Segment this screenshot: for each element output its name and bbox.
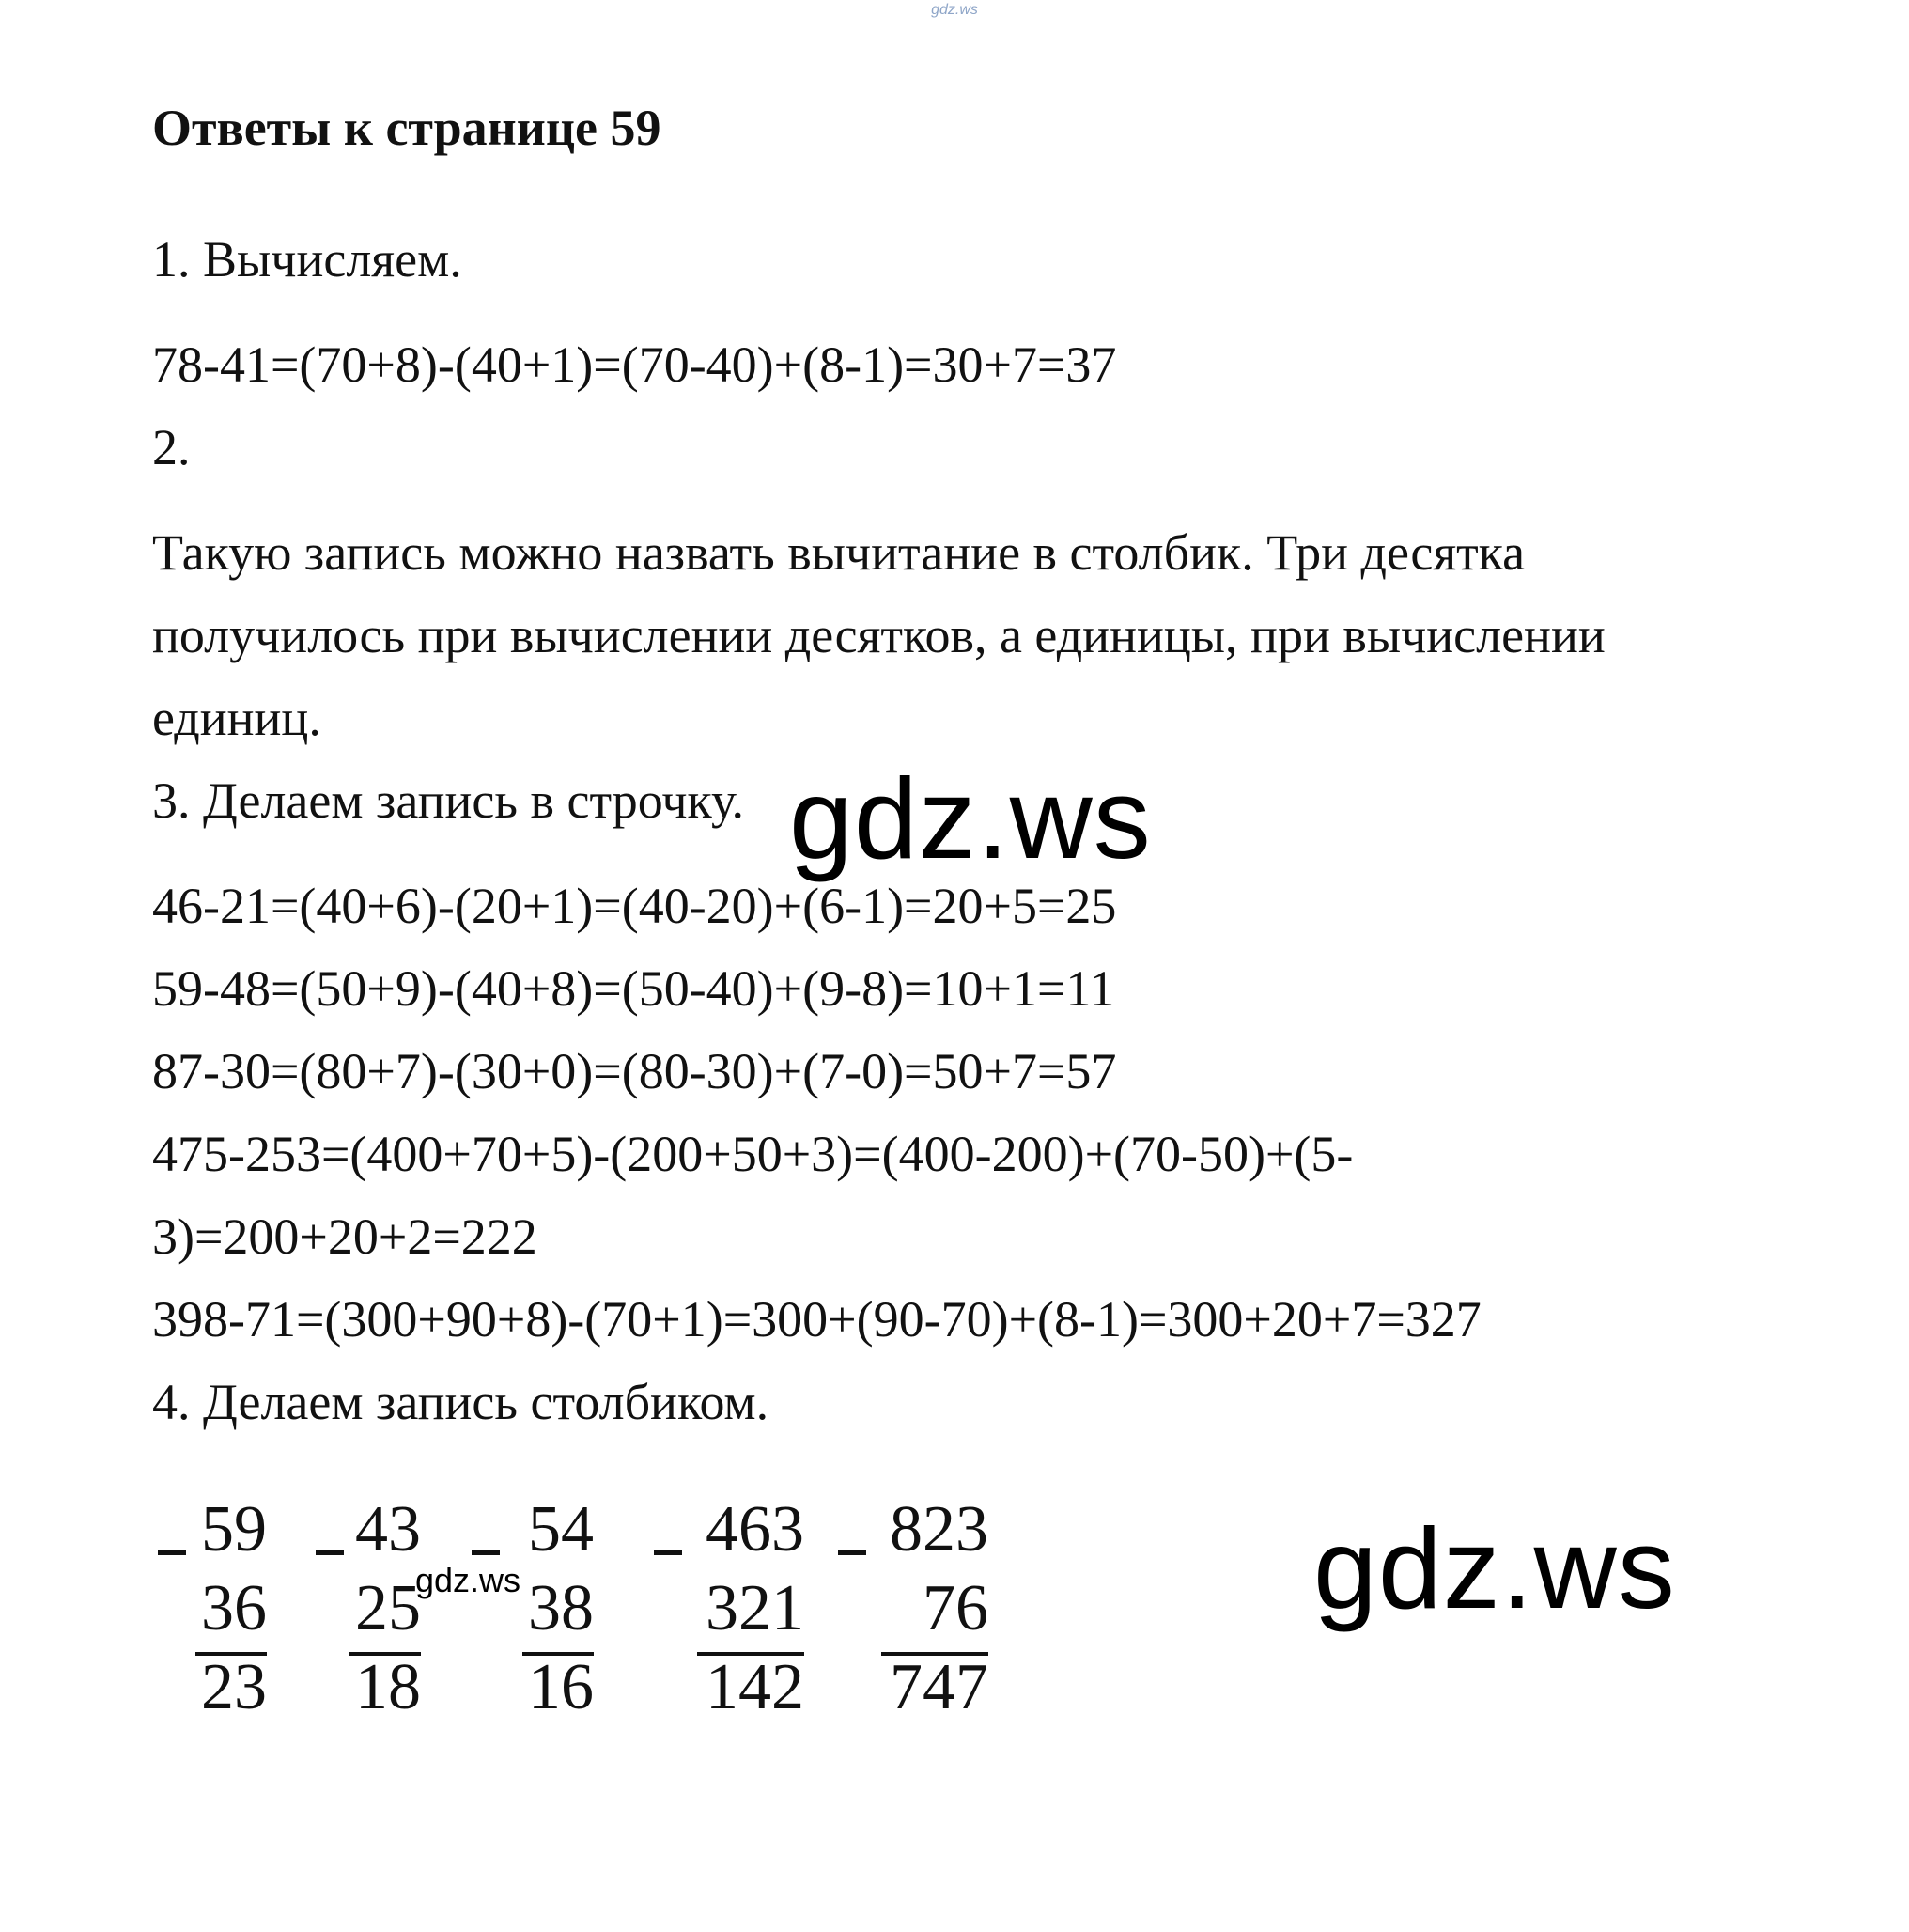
minuend: 43 xyxy=(355,1493,421,1566)
subtraction-column xyxy=(158,1492,267,1737)
watermark-large-center: gdz.ws xyxy=(789,755,1152,882)
task4-heading: 4. Делаем запись столбиком. xyxy=(152,1374,769,1430)
task3-equation: 87-30=(80+7)-(30+0)=(80-30)+(7-0)=50+7=57 xyxy=(152,1043,1117,1099)
subtrahend: 76 xyxy=(923,1572,988,1644)
subtrahend: 321 xyxy=(706,1572,804,1644)
page-title: Ответы к странице 59 xyxy=(152,100,661,156)
subtrahend: 36 xyxy=(201,1572,267,1644)
column-subtractions xyxy=(158,1492,1003,1737)
minuend: 54 xyxy=(528,1493,594,1566)
task2-heading: 2. xyxy=(152,419,191,475)
subtrahend: 38 xyxy=(528,1572,594,1644)
difference: 16 xyxy=(528,1651,594,1723)
subtraction-column xyxy=(838,1492,988,1737)
difference: 18 xyxy=(355,1651,421,1723)
task3-equation: 46-21=(40+6)-(20+1)=(40-20)+(6-1)=20+5=25 xyxy=(152,878,1117,934)
subtrahend: 25 xyxy=(355,1572,421,1644)
task3-equation: 398-71=(300+90+8)-(70+1)=300+(90-70)+(8-1)=300+20+7=327 xyxy=(152,1291,1482,1348)
task2-text-line: получилось при вычислении десятков, а единицы, при вычислении xyxy=(152,607,1606,663)
difference: 142 xyxy=(706,1651,804,1723)
difference: 747 xyxy=(890,1651,988,1723)
task2-text-line: Такую запись можно назвать вычитание в столбик. Три десятка xyxy=(152,524,1526,581)
task3-equation: 3)=200+20+2=222 xyxy=(152,1208,537,1265)
task1-equation: 78-41=(70+8)-(40+1)=(70-40)+(8-1)=30+7=37 xyxy=(152,336,1117,393)
subtraction-column xyxy=(316,1492,421,1737)
difference: 23 xyxy=(201,1651,267,1723)
minus-sign xyxy=(654,1550,682,1555)
top-watermark: gdz.ws xyxy=(931,2,978,18)
minuend: 59 xyxy=(201,1493,267,1566)
minus-sign xyxy=(838,1550,866,1555)
minus-sign xyxy=(316,1550,344,1555)
watermark-large-right: gdz.ws xyxy=(1313,1504,1676,1632)
minuend: 823 xyxy=(890,1493,988,1566)
subtraction-column xyxy=(472,1492,594,1737)
subtraction-column xyxy=(654,1492,804,1737)
task2-text-line: единиц. xyxy=(152,690,321,746)
watermark-small-inline: gdz.ws xyxy=(415,1561,521,1599)
minus-sign xyxy=(472,1550,500,1555)
task3-equation: 475-253=(400+70+5)-(200+50+3)=(400-200)+(70-50)+(5- xyxy=(152,1126,1354,1182)
task1-heading: 1. Вычисляем. xyxy=(152,231,462,288)
task3-heading: 3. Делаем запись в строчку. xyxy=(152,772,745,829)
task3-equation: 59-48=(50+9)-(40+8)=(50-40)+(9-8)=10+1=11 xyxy=(152,960,1115,1017)
minuend: 463 xyxy=(706,1493,804,1566)
minus-sign xyxy=(158,1550,186,1555)
